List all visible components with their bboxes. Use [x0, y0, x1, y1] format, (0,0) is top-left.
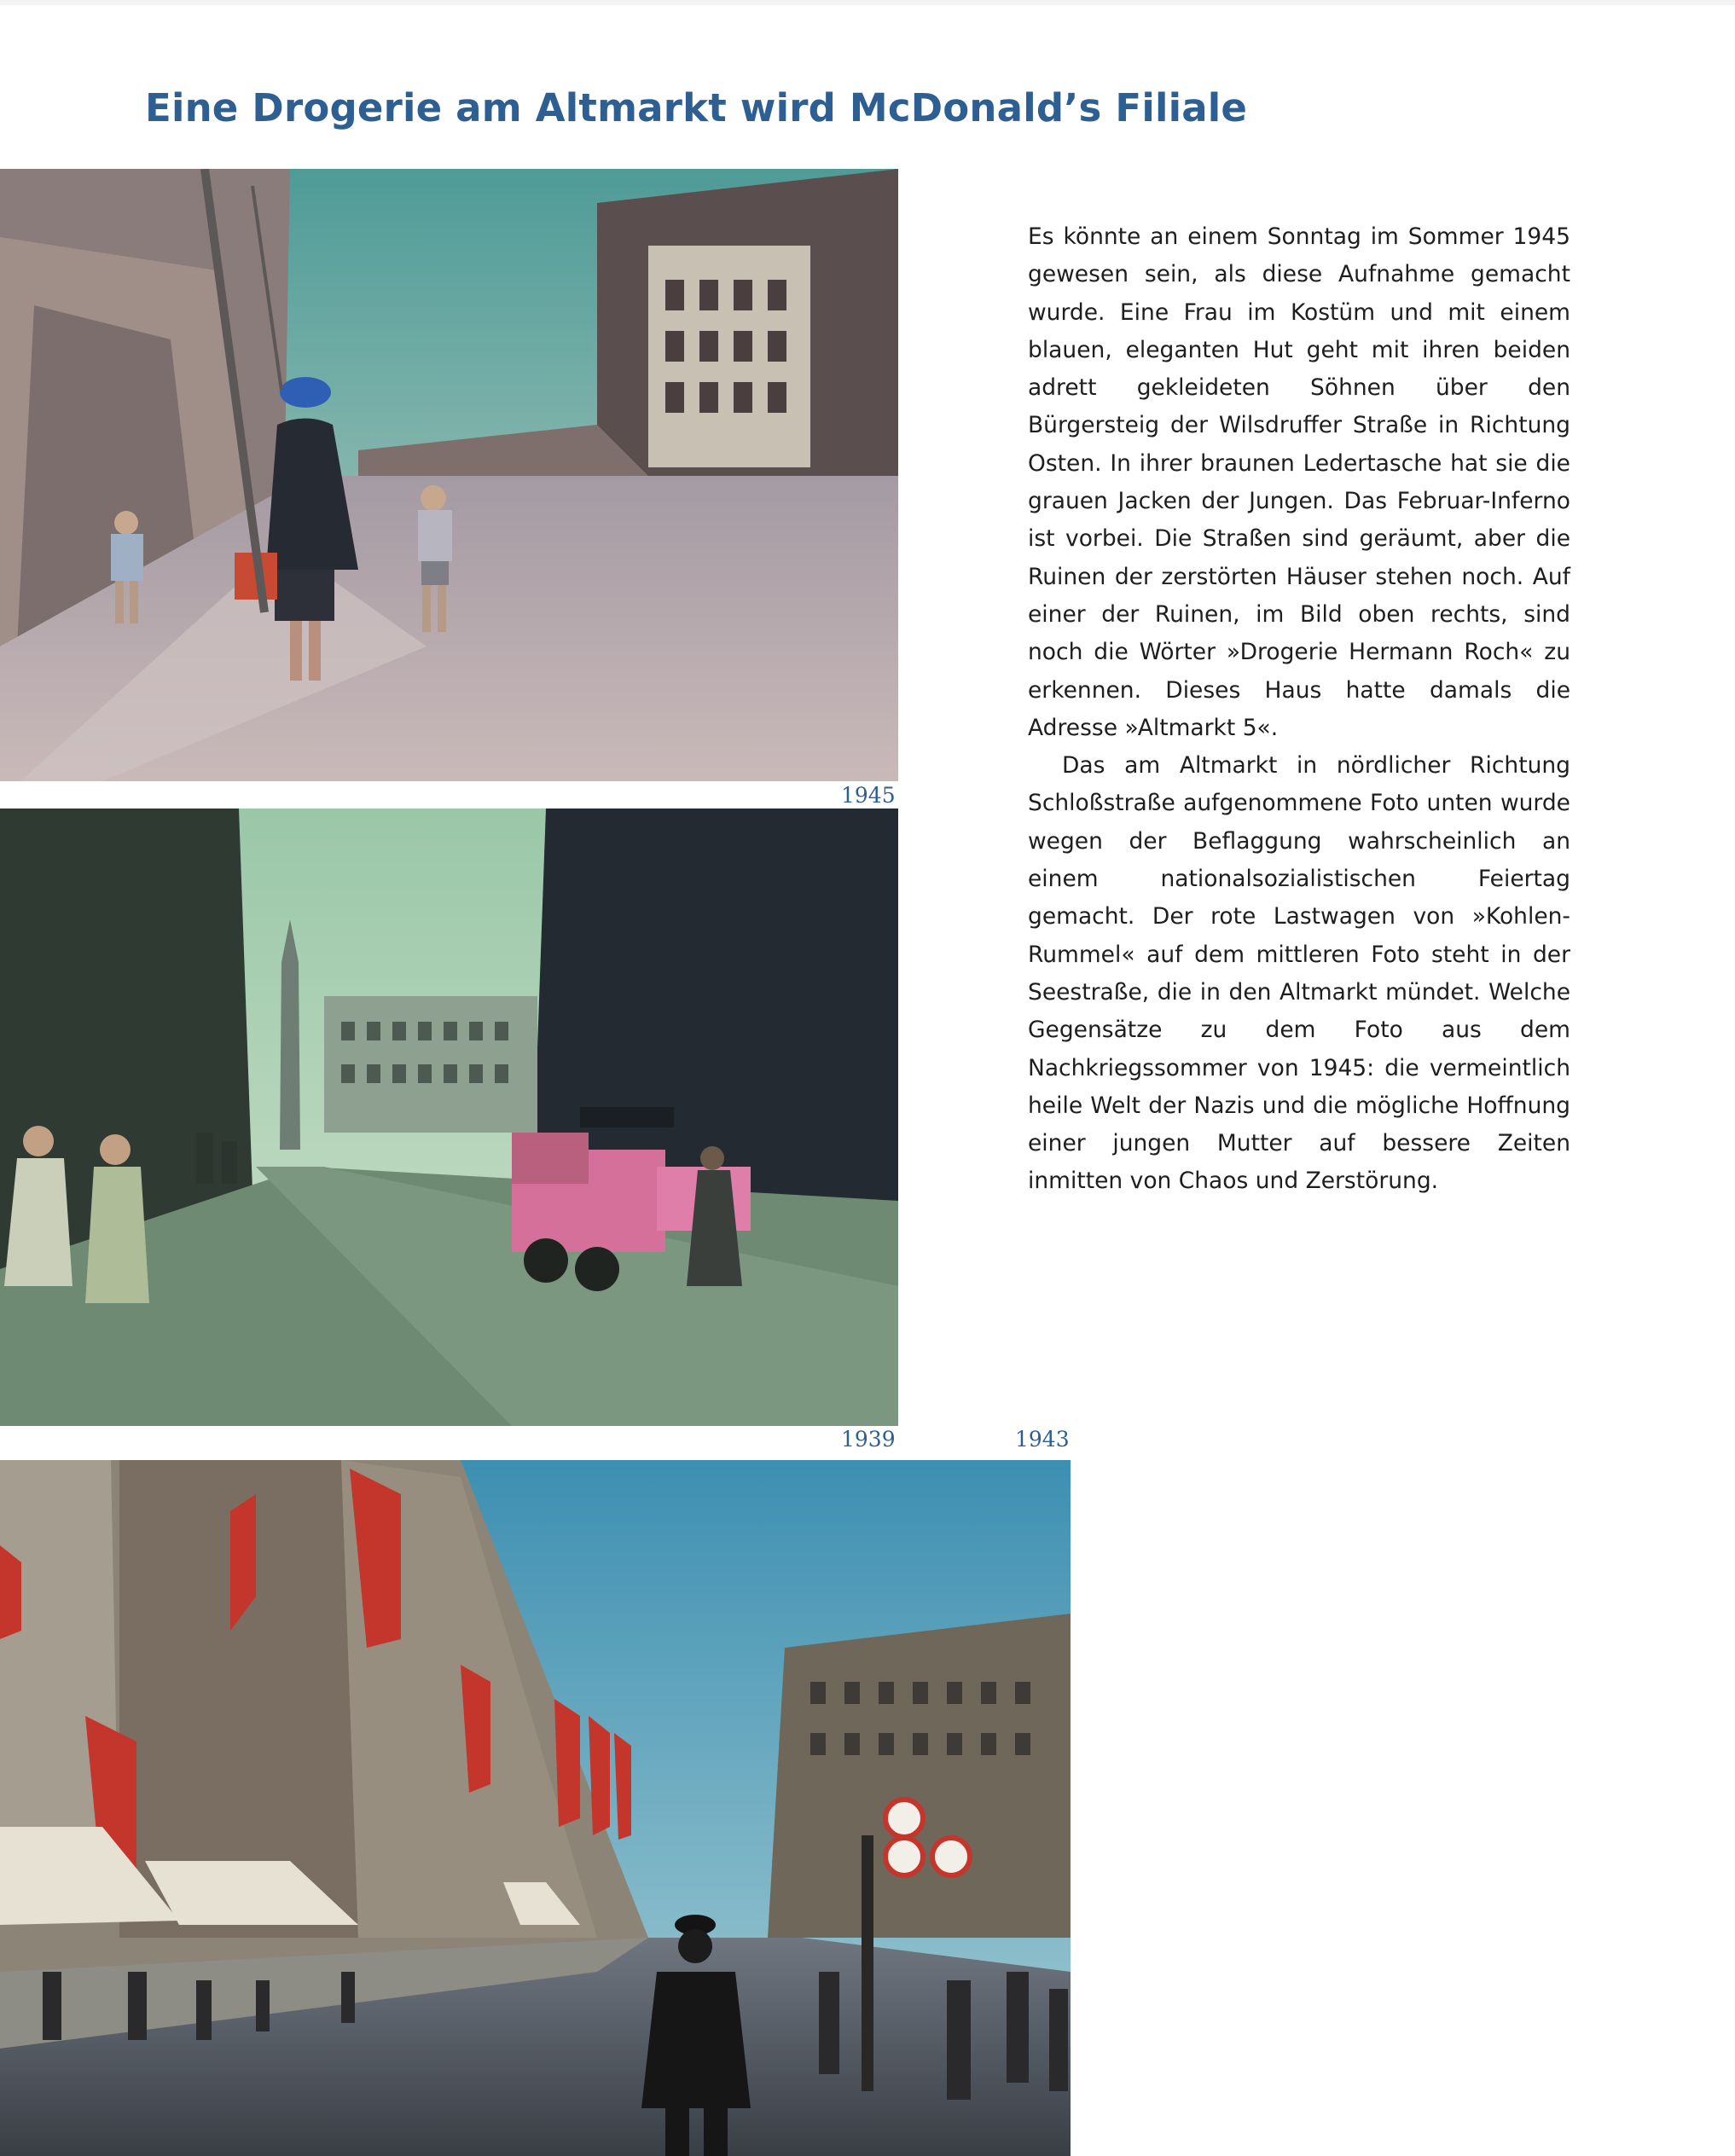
photo-1945: [0, 169, 898, 781]
page-top-rule: [0, 0, 1735, 5]
flag-street-image: [0, 1460, 1071, 2156]
photo-1943: [0, 1460, 1071, 2156]
page-title: Eine Drogerie am Altmarkt wird McDonald’s Filiale: [145, 85, 1248, 130]
article-paragraph-1: Es könnte an einem Sonntag im Sommer 1945 gewesen sein, als diese Aufnahme gemacht wurde. Eine Frau im Kostüm und mit einem blauen, eleganten Hut geht mit ihren beiden adrett gekleideten Söhnen über den Bürgersteig der Wilsdruffer Straße in Richtung Osten. In ihrer braunen Ledertasche hat sie die grauen Jacken der Jungen. Das Februar-Inferno ist vorbei. Die Straßen sind geräumt, aber die Ruinen der zerstörten Häuser stehen noch. Auf einer der Ruinen, im Bild oben rechts, sind noch die Wörter »Drogerie Hermann Roch« zu erkennen. Dieses Haus hatte damals die Adresse »Altmarkt 5«.: [1028, 223, 1570, 741]
photo-caption-1945: 1945: [841, 783, 896, 808]
street-truck-image: [0, 808, 898, 1426]
ruined-street-image: [0, 169, 898, 781]
article-paragraph-2: Das am Altmarkt in nördlicher Richtung Schloßstraße aufgenommene Foto unten wurde wegen der Beflaggung wahrscheinlich an einem nationalsozialistischen Feiertag gemacht. Der rote Lastwagen von »Kohlen-Rummel« auf dem mittleren Foto steht in der Seestraße, die in den Altmarkt mündet. Welche Gegensätze zu dem Foto aus dem Nachkriegssommer von 1945: die vermeintlich heile Welt der Nazis und die mögliche Hoffnung einer jungen Mutter auf bessere Zeiten inmitten von Chaos und Zerstörung.: [1028, 752, 1570, 1195]
photo-caption-1939: 1939: [841, 1427, 896, 1452]
photo-caption-1943: 1943: [1015, 1427, 1070, 1452]
article-text: [1028, 218, 1570, 1201]
photo-1939: [0, 808, 898, 1426]
